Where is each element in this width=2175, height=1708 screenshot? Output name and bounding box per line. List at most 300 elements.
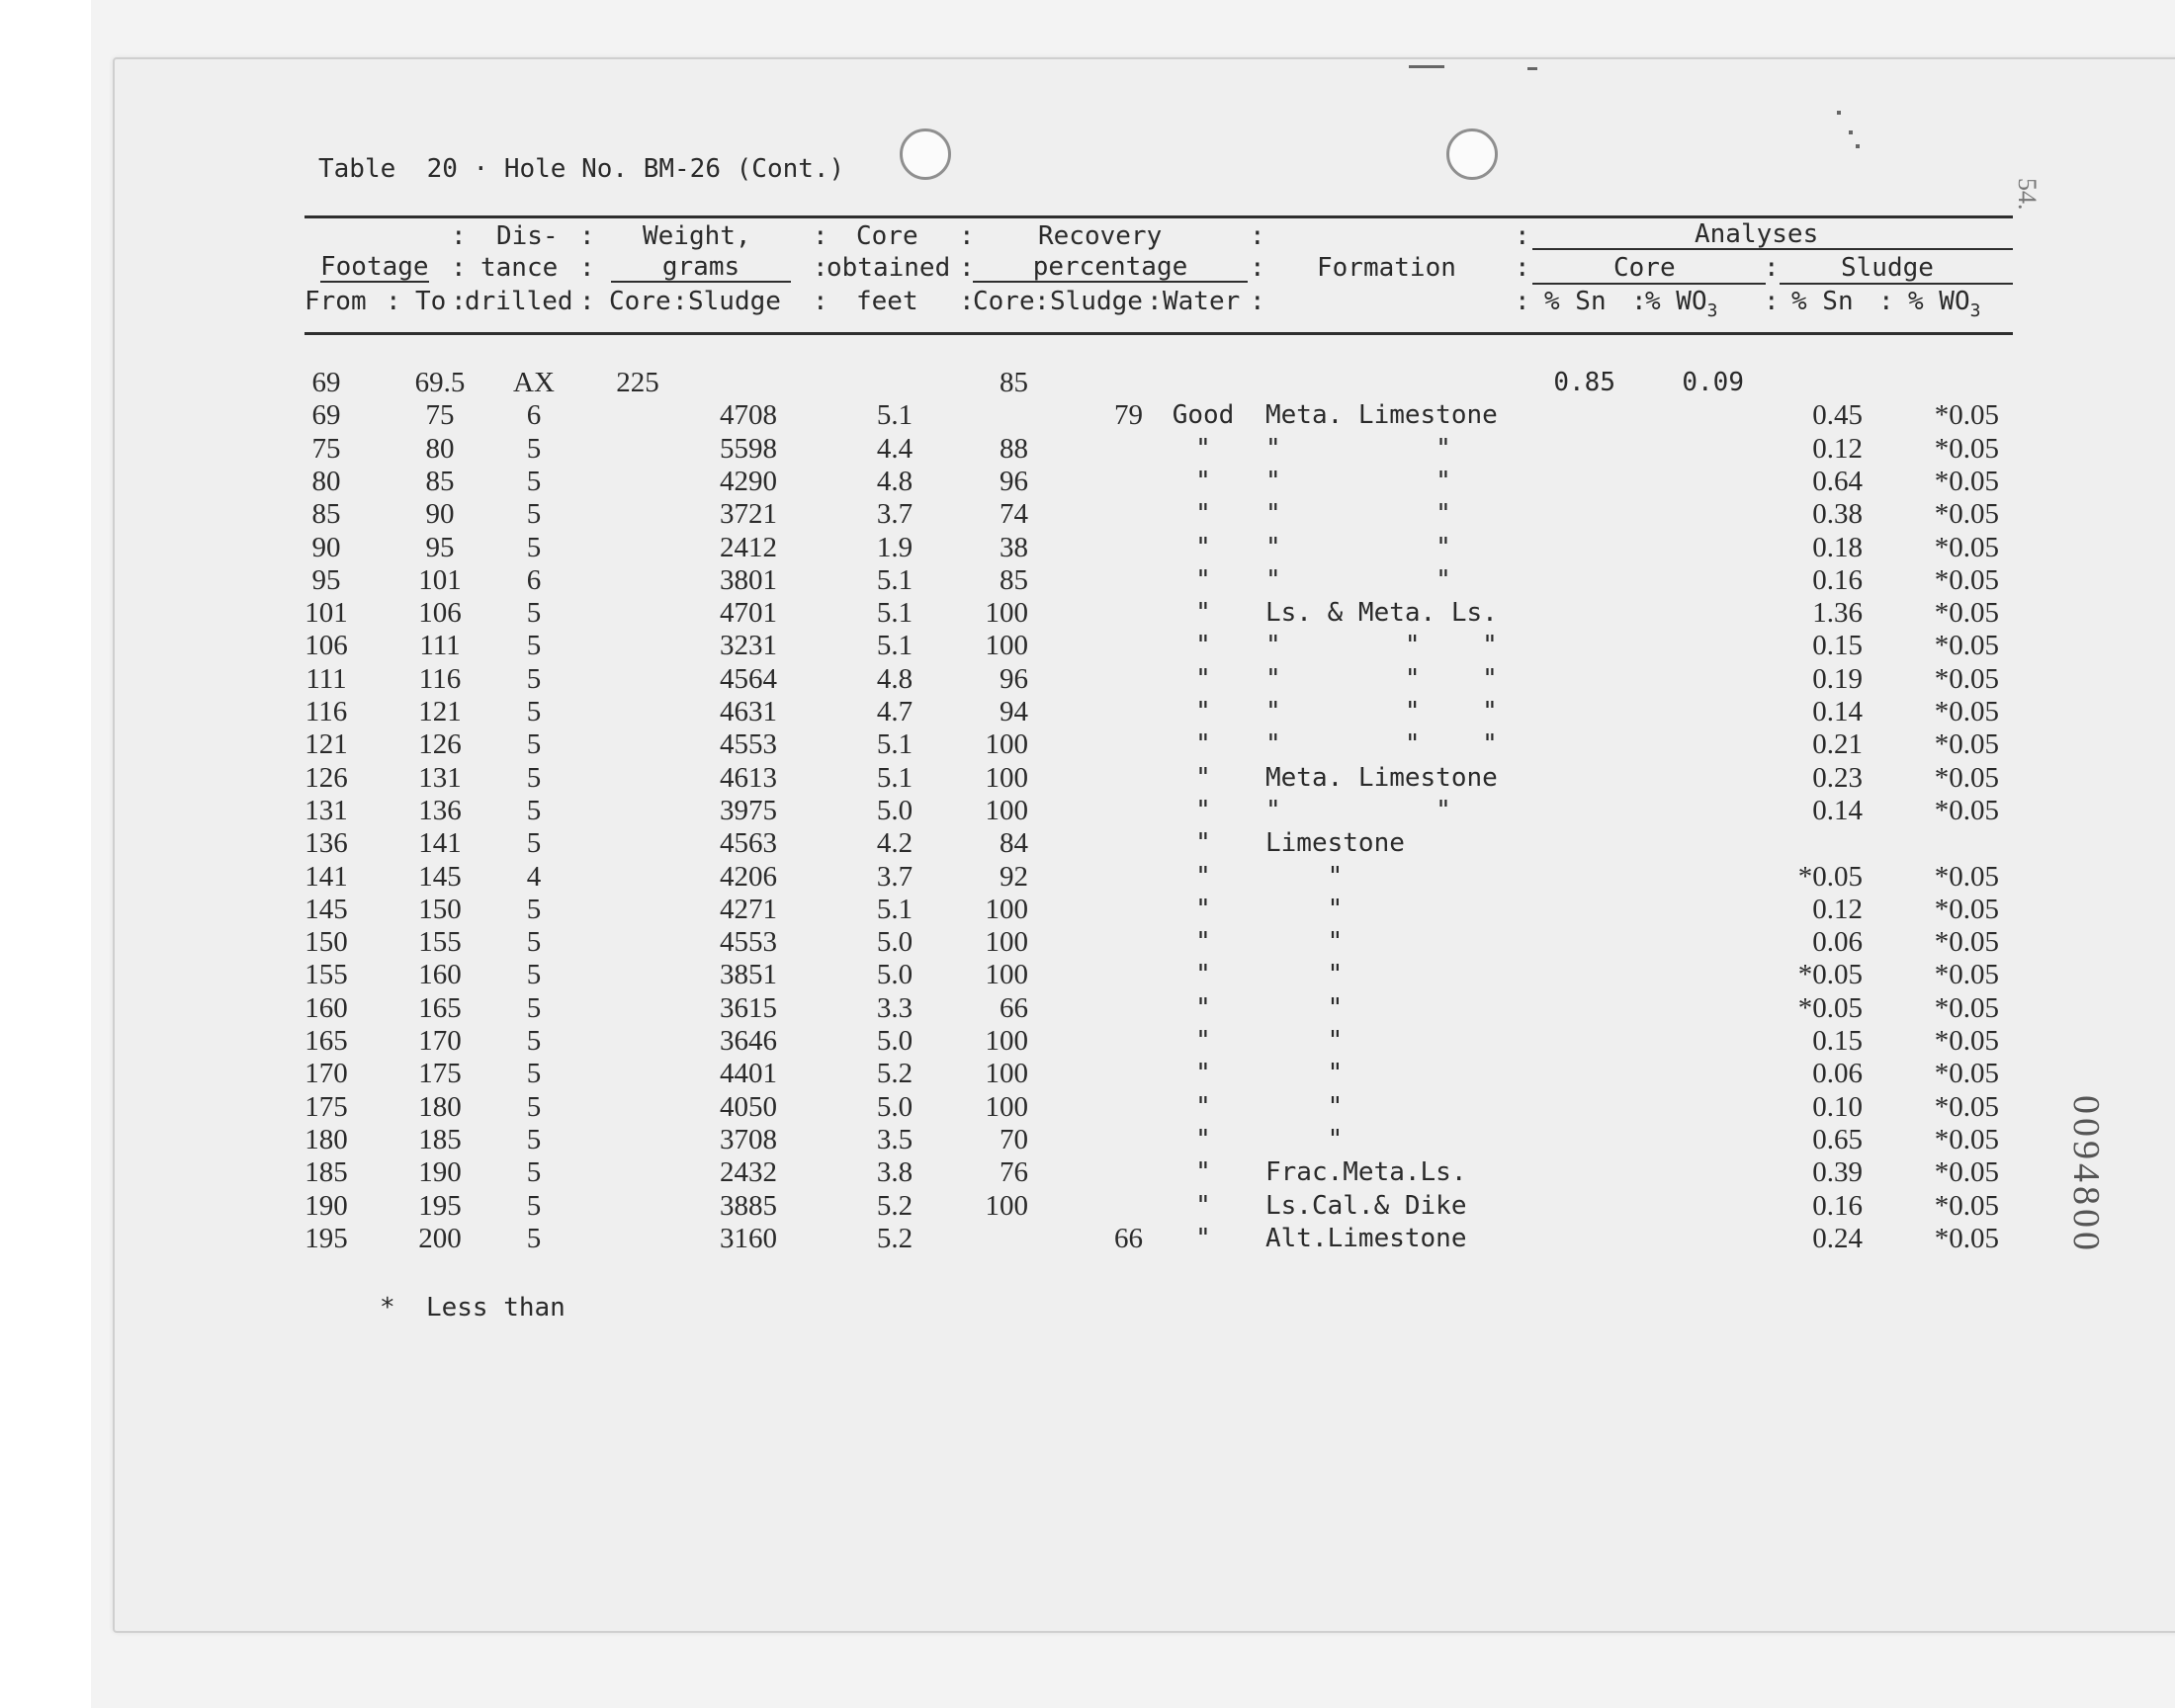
cell-rec-water: " <box>1195 1059 1211 1088</box>
header-formation: Formation <box>1317 253 1456 283</box>
archive-number: 0094800 <box>2065 1095 2107 1254</box>
header-sludge-sn: % Sn <box>1791 287 1854 316</box>
header-obtained: obtained <box>826 253 951 283</box>
cell-to: 145 <box>418 861 462 893</box>
cell-rec-core: 100 <box>985 926 1028 958</box>
cell-sludge-wo3: *0.05 <box>1934 1058 1999 1089</box>
header-feet: feet <box>856 287 918 316</box>
cell-rec-core: 100 <box>985 1190 1028 1222</box>
cell-rec-water: " <box>1195 598 1211 628</box>
cell-sludge-wo3: *0.05 <box>1934 1124 1999 1155</box>
cell-sludge-wo3: *0.05 <box>1934 861 1999 893</box>
cell-sludge-sn: 1.36 <box>1812 597 1863 629</box>
cell-sludge-sn: 0.45 <box>1812 399 1863 431</box>
cell-sludge-wo3: *0.05 <box>1934 1091 1999 1123</box>
cell-rec-water: " <box>1195 1224 1211 1253</box>
cell-sludge-sn: 0.19 <box>1812 663 1863 695</box>
cell-rec-water: " <box>1195 565 1211 595</box>
header-weight-core: Core <box>609 287 671 316</box>
cell-rec-core: 96 <box>1000 466 1028 497</box>
cell-rec-core: 100 <box>985 728 1028 760</box>
cell-weight-sludge: 3975 <box>720 795 777 826</box>
cell-drilled: 5 <box>526 894 542 925</box>
cell-sludge-wo3: *0.05 <box>1934 728 1999 760</box>
cell-rec-core: 70 <box>1000 1124 1028 1155</box>
cell-to: 180 <box>418 1091 462 1123</box>
cell-formation: Meta. Limestone <box>1265 400 1498 430</box>
header-analyses-core: Core <box>1613 253 1676 283</box>
colon-sep: : <box>1034 287 1050 316</box>
header-tance: tance <box>480 253 559 283</box>
cell-weight-sludge: 4553 <box>720 926 777 958</box>
header-analyses: Analyses <box>1695 219 1819 249</box>
colon-sep: : <box>579 253 595 283</box>
table-title: Table 20 · Hole No. BM-26 (Cont.) <box>318 154 845 184</box>
cell-from: 75 <box>311 433 341 465</box>
cell-drilled: 5 <box>526 992 542 1024</box>
cell-rec-water: " <box>1195 434 1211 464</box>
cell-to: 141 <box>418 827 462 859</box>
cell-from: 101 <box>304 597 348 629</box>
cell-from: 111 <box>305 663 347 695</box>
cell-formation: " <box>1265 927 1344 957</box>
cell-weight-sludge: 3646 <box>720 1025 777 1057</box>
cell-core-feet: 4.2 <box>876 827 914 859</box>
cell-weight-sludge: 2432 <box>720 1156 777 1188</box>
cell-core-wo3: 0.09 <box>1682 368 1744 397</box>
cell-weight-sludge: 4564 <box>720 663 777 695</box>
archive-stamp: 54. <box>2013 178 2042 211</box>
cell-rec-core: 100 <box>985 630 1028 661</box>
cell-rec-water: " <box>1195 993 1211 1023</box>
cell-sludge-wo3: *0.05 <box>1934 1025 1999 1057</box>
cell-sludge-sn: 0.15 <box>1812 1025 1863 1057</box>
scan-speck <box>1409 65 1444 68</box>
header-from: From <box>304 287 367 316</box>
cell-drilled: 5 <box>526 795 542 826</box>
cell-rec-water: " <box>1195 763 1211 793</box>
cell-formation: " <box>1265 960 1344 989</box>
cell-to: 190 <box>418 1156 462 1188</box>
cell-sludge-sn: 0.12 <box>1812 433 1863 465</box>
colon-sep: : <box>451 253 467 283</box>
cell-sludge-wo3: *0.05 <box>1934 663 1999 695</box>
cell-core-feet: 5.2 <box>876 1223 914 1254</box>
cell-to: 116 <box>418 663 462 695</box>
scan-speck <box>1527 67 1537 70</box>
cell-from: 170 <box>304 1058 348 1089</box>
cell-rec-core: 96 <box>1000 663 1028 695</box>
cell-rec-core: 88 <box>1000 433 1028 465</box>
cell-formation: " <box>1265 895 1344 924</box>
cell-to: 195 <box>418 1190 462 1222</box>
cell-drilled: 5 <box>526 1025 542 1057</box>
colon-sep: : <box>813 221 828 251</box>
cell-sludge-sn: 0.15 <box>1812 630 1863 661</box>
cell-weight-sludge: 4271 <box>720 894 777 925</box>
colon-sep: : <box>959 287 975 316</box>
punch-hole <box>900 128 951 180</box>
cell-core-feet: 5.0 <box>876 926 914 958</box>
cell-core-feet: 5.1 <box>876 597 914 629</box>
cell-weight-sludge: 3160 <box>720 1223 777 1254</box>
cell-core-feet: 5.0 <box>876 959 914 990</box>
header-recovery-core: Core <box>973 287 1035 316</box>
cell-to: 111 <box>419 630 461 661</box>
cell-formation: " <box>1265 862 1344 892</box>
cell-rec-water: " <box>1195 960 1211 989</box>
cell-core-feet: 5.1 <box>876 762 914 794</box>
cell-core-feet: 3.7 <box>876 861 914 893</box>
cell-drilled: 5 <box>526 466 542 497</box>
colon-sep: : <box>1515 221 1530 251</box>
header-percentage: percentage <box>973 253 1248 283</box>
header-drilled: drilled <box>465 287 573 316</box>
header-bottom-rule <box>304 332 2013 335</box>
cell-drilled: 5 <box>526 663 542 695</box>
header-weight: Weight, <box>643 221 751 251</box>
cell-to: 150 <box>418 894 462 925</box>
cell-sludge-sn: 0.65 <box>1812 1124 1863 1155</box>
cell-formation: " " " <box>1265 631 1498 660</box>
cell-drilled: 5 <box>526 1223 542 1254</box>
scan-speck <box>1837 111 1841 115</box>
cell-sludge-wo3: *0.05 <box>1934 498 1999 530</box>
cell-sludge-sn: *0.05 <box>1797 992 1863 1024</box>
cell-sludge-wo3: *0.05 <box>1934 959 1999 990</box>
cell-rec-core: 85 <box>1000 564 1028 596</box>
cell-to: 121 <box>418 696 462 727</box>
cell-weight-sludge: 4206 <box>720 861 777 893</box>
cell-formation: " <box>1265 1125 1344 1154</box>
cell-rec-water: " <box>1195 697 1211 726</box>
cell-weight-sludge: 3721 <box>720 498 777 530</box>
colon-sep: : <box>813 253 828 283</box>
cell-rec-water: " <box>1195 1125 1211 1154</box>
cell-formation: " " <box>1265 467 1451 496</box>
cell-rec-water: " <box>1195 1191 1211 1221</box>
cell-rec-water: " <box>1195 862 1211 892</box>
cell-core-feet: 4.4 <box>876 433 914 465</box>
cell-to: 95 <box>425 532 455 563</box>
colon-sep: : <box>1250 253 1265 283</box>
cell-core-feet: 4.7 <box>876 696 914 727</box>
cell-rec-sludge: 79 <box>1114 399 1143 431</box>
cell-sludge-sn: 0.14 <box>1812 696 1863 727</box>
cell-formation: Frac.Meta.Ls. <box>1265 1157 1467 1187</box>
cell-sludge-sn: 0.18 <box>1812 532 1863 563</box>
cell-from: 69 <box>311 399 341 431</box>
cell-sludge-sn: 0.10 <box>1812 1091 1863 1123</box>
header-recovery-water: Water <box>1163 287 1241 316</box>
cell-core-feet: 4.8 <box>876 663 914 695</box>
cell-to: 101 <box>418 564 462 596</box>
cell-rec-water: " <box>1195 631 1211 660</box>
cell-sludge-sn: 0.16 <box>1812 1190 1863 1222</box>
cell-rec-core: 100 <box>985 597 1028 629</box>
cell-rec-water: Good <box>1172 400 1235 430</box>
cell-sludge-sn: 0.06 <box>1812 1058 1863 1089</box>
cell-weight-sludge: 4563 <box>720 827 777 859</box>
cell-from: 165 <box>304 1025 348 1057</box>
cell-core-feet: 3.5 <box>876 1124 914 1155</box>
cell-drilled: 5 <box>526 1156 542 1188</box>
cell-from: 85 <box>311 498 341 530</box>
cell-to: 200 <box>418 1223 462 1254</box>
cell-rec-core: 74 <box>1000 498 1028 530</box>
header-dis: Dis- <box>496 221 559 251</box>
header-analyses-sludge: Sludge <box>1841 253 1934 283</box>
header-weight-sludge: Sludge <box>688 287 781 316</box>
cell-drilled: AX <box>513 367 555 398</box>
cell-weight-sludge: 3851 <box>720 959 777 990</box>
cell-from: 141 <box>304 861 348 893</box>
cell-from: 136 <box>304 827 348 859</box>
cell-rec-core: 100 <box>985 894 1028 925</box>
cell-weight-sludge: 4050 <box>720 1091 777 1123</box>
colon-sep: : <box>813 287 828 316</box>
header-core-top: Core <box>856 221 918 251</box>
cell-to: 136 <box>418 795 462 826</box>
cell-weight-sludge: 3801 <box>720 564 777 596</box>
cell-sludge-sn: 0.39 <box>1812 1156 1863 1188</box>
cell-from: 95 <box>311 564 341 596</box>
cell-formation: " " " <box>1265 729 1498 759</box>
cell-rec-core: 92 <box>1000 861 1028 893</box>
cell-drilled: 5 <box>526 1124 542 1155</box>
cell-drilled: 6 <box>526 564 542 596</box>
cell-formation: Ls. & Meta. Ls. <box>1265 598 1498 628</box>
cell-to: 126 <box>418 728 462 760</box>
cell-formation: Limestone <box>1265 828 1405 858</box>
cell-core-feet: 3.8 <box>876 1156 914 1188</box>
colon-sep: : <box>1250 221 1265 251</box>
header-sludge-wo3: % $WO_3$ <box>1908 287 1981 321</box>
header-grams: grams <box>611 253 791 283</box>
cell-rec-water: " <box>1195 1026 1211 1056</box>
cell-rec-core: 100 <box>985 1025 1028 1057</box>
cell-core-feet: 5.1 <box>876 399 914 431</box>
header-footage: Footage <box>320 252 429 282</box>
cell-formation: " <box>1265 1059 1344 1088</box>
cell-drilled: 5 <box>526 498 542 530</box>
colon-sep: : <box>1515 287 1530 316</box>
cell-formation: Meta. Limestone <box>1265 763 1498 793</box>
cell-from: 175 <box>304 1091 348 1123</box>
cell-rec-water: " <box>1195 729 1211 759</box>
cell-rec-water: " <box>1195 1157 1211 1187</box>
cell-rec-core: 84 <box>1000 827 1028 859</box>
cell-formation: Alt.Limestone <box>1265 1224 1467 1253</box>
cell-formation: " " " <box>1265 697 1498 726</box>
cell-sludge-sn: *0.05 <box>1797 959 1863 990</box>
cell-sludge-wo3: *0.05 <box>1934 894 1999 925</box>
cell-drilled: 6 <box>526 399 542 431</box>
cell-to: 106 <box>418 597 462 629</box>
cell-to: 160 <box>418 959 462 990</box>
cell-drilled: 5 <box>526 696 542 727</box>
cell-from: 190 <box>304 1190 348 1222</box>
cell-from: 160 <box>304 992 348 1024</box>
cell-drilled: 5 <box>526 728 542 760</box>
colon-sep: : <box>959 253 975 283</box>
cell-rec-water: " <box>1195 664 1211 694</box>
cell-rec-core: 94 <box>1000 696 1028 727</box>
cell-sludge-sn: 0.23 <box>1812 762 1863 794</box>
cell-core-feet: 5.1 <box>876 630 914 661</box>
cell-sludge-wo3: *0.05 <box>1934 1156 1999 1188</box>
cell-sludge-sn: 0.21 <box>1812 728 1863 760</box>
cell-rec-water: " <box>1195 828 1211 858</box>
sludge-rule <box>1780 283 2013 285</box>
colon-sep: : <box>959 221 975 251</box>
header-top-rule <box>304 215 2013 218</box>
cell-core-feet: 5.2 <box>876 1058 914 1089</box>
cell-core-feet: 3.7 <box>876 498 914 530</box>
cell-sludge-sn: 0.16 <box>1812 564 1863 596</box>
cell-weight-sludge: 4701 <box>720 597 777 629</box>
cell-rec-core: 100 <box>985 959 1028 990</box>
cell-weight-sludge: 3885 <box>720 1190 777 1222</box>
cell-from: 195 <box>304 1223 348 1254</box>
cell-core-feet: 4.8 <box>876 466 914 497</box>
cell-weight-sludge: 2412 <box>720 532 777 563</box>
colon-sep: : <box>451 287 467 316</box>
cell-from: 145 <box>304 894 348 925</box>
cell-from: 121 <box>304 728 348 760</box>
cell-formation: " " <box>1265 434 1451 464</box>
cell-sludge-sn: 0.24 <box>1812 1223 1863 1254</box>
cell-drilled: 5 <box>526 762 542 794</box>
colon-sep: : <box>1250 287 1265 316</box>
cell-to: 131 <box>418 762 462 794</box>
colon-sep: : <box>1147 287 1163 316</box>
cell-rec-core: 100 <box>985 1091 1028 1123</box>
cell-rec-sludge: 66 <box>1114 1223 1143 1254</box>
page-left-margin <box>0 0 91 1708</box>
cell-sludge-sn: 0.64 <box>1812 466 1863 497</box>
cell-rec-core: 100 <box>985 795 1028 826</box>
footnote: * Less than <box>380 1293 566 1323</box>
cell-from: 180 <box>304 1124 348 1155</box>
colon-sep: : <box>451 221 467 251</box>
cell-drilled: 5 <box>526 926 542 958</box>
cell-drilled: 5 <box>526 433 542 465</box>
cell-rec-core: 100 <box>985 1058 1028 1089</box>
cell-drilled: 5 <box>526 1058 542 1089</box>
cell-weight-sludge: 3708 <box>720 1124 777 1155</box>
cell-sludge-wo3: *0.05 <box>1934 564 1999 596</box>
cell-drilled: 5 <box>526 959 542 990</box>
core-rule <box>1532 283 1766 285</box>
cell-rec-water: " <box>1195 467 1211 496</box>
cell-weight-sludge: 3615 <box>720 992 777 1024</box>
cell-rec-water: " <box>1195 927 1211 957</box>
cell-to: 170 <box>418 1025 462 1057</box>
colon-sep: : <box>1764 253 1780 283</box>
cell-sludge-sn: *0.05 <box>1797 861 1863 893</box>
cell-sludge-sn: 0.06 <box>1812 926 1863 958</box>
cell-rec-core: 76 <box>1000 1156 1028 1188</box>
header-to: To <box>415 287 447 316</box>
cell-from: 90 <box>311 532 341 563</box>
cell-core-feet: 5.0 <box>876 1091 914 1123</box>
cell-formation: " <box>1265 1092 1344 1122</box>
cell-drilled: 5 <box>526 827 542 859</box>
cell-weight-core: 225 <box>616 367 659 398</box>
cell-drilled: 4 <box>526 861 542 893</box>
colon-sep: : <box>1878 287 1894 316</box>
cell-core-sn: 0.85 <box>1553 368 1615 397</box>
colon-sep: : <box>1764 287 1780 316</box>
cell-sludge-wo3: *0.05 <box>1934 630 1999 661</box>
scan-speck <box>1856 144 1860 148</box>
cell-sludge-sn: 0.38 <box>1812 498 1863 530</box>
cell-formation: " " <box>1265 565 1451 595</box>
cell-core-feet: 5.0 <box>876 1025 914 1057</box>
cell-weight-sludge: 4708 <box>720 399 777 431</box>
header-core-sn: % Sn <box>1544 287 1607 316</box>
cell-sludge-wo3: *0.05 <box>1934 696 1999 727</box>
colon-sep: : <box>386 287 401 316</box>
cell-sludge-wo3: *0.05 <box>1934 597 1999 629</box>
cell-from: 155 <box>304 959 348 990</box>
cell-sludge-sn: 0.12 <box>1812 894 1863 925</box>
cell-sludge-wo3: *0.05 <box>1934 762 1999 794</box>
cell-formation: " <box>1265 1026 1344 1056</box>
cell-rec-core: 66 <box>1000 992 1028 1024</box>
cell-core-feet: 5.2 <box>876 1190 914 1222</box>
cell-to: 90 <box>425 498 455 530</box>
punch-hole <box>1446 128 1498 180</box>
cell-weight-sludge: 3231 <box>720 630 777 661</box>
colon-sep: : <box>579 287 595 316</box>
cell-formation: " " <box>1265 796 1451 825</box>
cell-sludge-wo3: *0.05 <box>1934 795 1999 826</box>
cell-core-feet: 3.3 <box>876 992 914 1024</box>
header-core-wo3: % $WO_3$ <box>1645 287 1718 321</box>
cell-from: 80 <box>311 466 341 497</box>
colon-sep: : <box>1631 287 1647 316</box>
cell-rec-water: " <box>1195 533 1211 562</box>
cell-sludge-wo3: *0.05 <box>1934 926 1999 958</box>
cell-core-feet: 5.1 <box>876 564 914 596</box>
cell-to: 80 <box>425 433 455 465</box>
cell-to: 165 <box>418 992 462 1024</box>
cell-rec-water: " <box>1195 796 1211 825</box>
cell-weight-sludge: 4290 <box>720 466 777 497</box>
colon-sep: : <box>672 287 688 316</box>
cell-sludge-wo3: *0.05 <box>1934 532 1999 563</box>
cell-rec-water: " <box>1195 1092 1211 1122</box>
cell-sludge-wo3: *0.05 <box>1934 466 1999 497</box>
cell-core-feet: 1.9 <box>876 532 914 563</box>
header-recovery-sludge: Sludge <box>1050 287 1143 316</box>
cell-drilled: 5 <box>526 1091 542 1123</box>
cell-sludge-wo3: *0.05 <box>1934 992 1999 1024</box>
cell-sludge-wo3: *0.05 <box>1934 1223 1999 1254</box>
cell-from: 116 <box>304 696 348 727</box>
cell-rec-water: " <box>1195 499 1211 529</box>
cell-formation: " " <box>1265 499 1451 529</box>
cell-weight-sludge: 4631 <box>720 696 777 727</box>
cell-to: 69.5 <box>414 367 466 398</box>
colon-sep: : <box>579 221 595 251</box>
cell-rec-core: 100 <box>985 762 1028 794</box>
colon-sep: : <box>1515 253 1530 283</box>
cell-rec-water: " <box>1195 895 1211 924</box>
cell-to: 185 <box>418 1124 462 1155</box>
